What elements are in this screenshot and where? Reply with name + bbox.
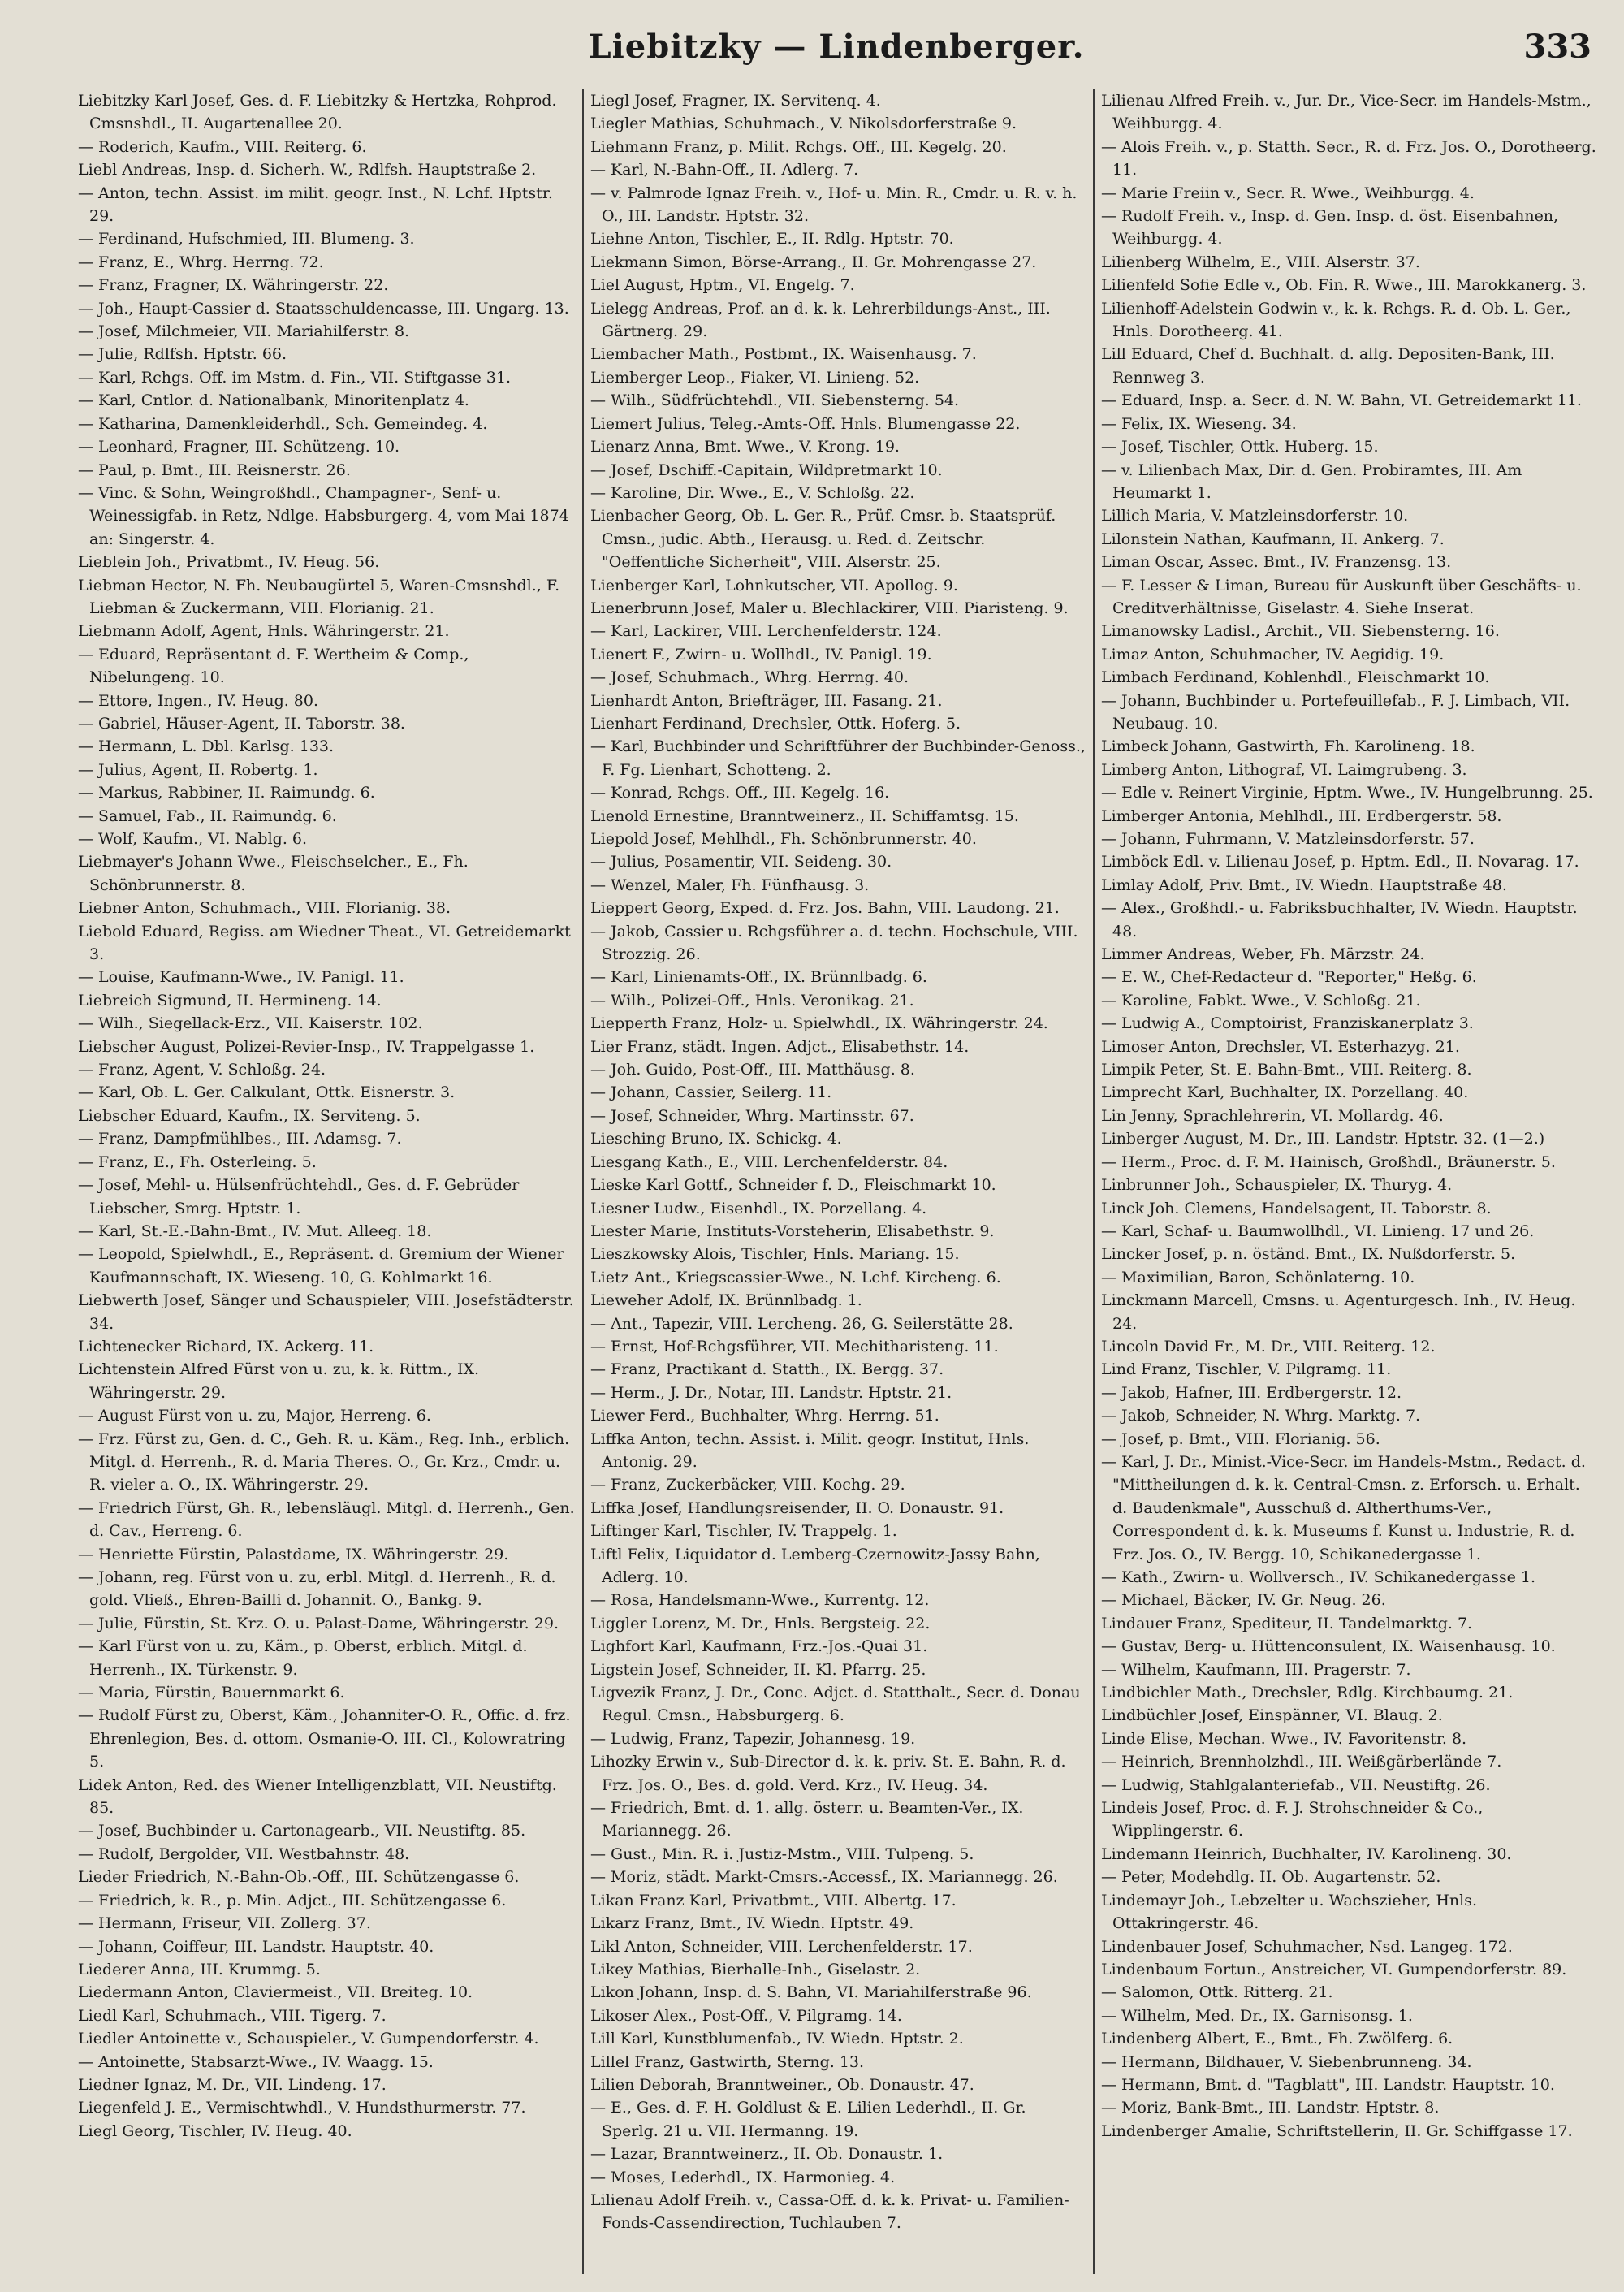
directory-entry: — Franz, Dampfmühlbes., III. Adamsg. 7.	[78, 1130, 402, 1148]
directory-entry: — Maximilian, Baron, Schönlaterng. 10.	[1101, 1268, 1415, 1287]
directory-entry: Lienbacher Georg, Ob. L. Ger. R., Prüf. Cmsr. b. Staatsprüf. Cmsn., judic. Abth., Herausg. u. Red. d. Zeitschr. "Oeffentliche Sicherheit", VIII. Alserstr. 25.	[590, 507, 1056, 572]
directory-entry: Liebscher Eduard, Kaufm., IX. Serviteng. 5.	[78, 1106, 421, 1125]
directory-entry: — Josef, Milchmeier, VII. Mariahilferstr. 8.	[78, 322, 410, 341]
directory-entry: — Eduard, Insp. a. Secr. d. N. W. Bahn, VI. Getreidemarkt 11.	[1101, 391, 1582, 410]
directory-entry: Liel August, Hptm., VI. Engelg. 7.	[590, 276, 855, 295]
directory-entry: — Wolf, Kaufm., VI. Nablg. 6.	[78, 830, 308, 848]
directory-entry: — Karl, Rchgs. Off. im Mstm. d. Fin., VII. Stiftgasse 31.	[78, 368, 512, 387]
column-3	[1093, 89, 1604, 2274]
directory-entry: — Franz, Practikant d. Statth., IX. Bergg. 37.	[590, 1360, 944, 1379]
directory-entry: — Michael, Bäcker, IV. Gr. Neug. 26.	[1101, 1591, 1386, 1610]
directory-entry: Lienberger Karl, Lohnkutscher, VII. Apollog. 9.	[590, 576, 958, 595]
directory-entry: Lilien Deborah, Branntweiner., Ob. Donaustr. 47.	[590, 2075, 974, 2094]
directory-entry: — Herm., J. Dr., Notar, III. Landstr. Hptstr. 21.	[590, 1383, 952, 1402]
directory-entry: Liester Marie, Instituts-Vorsteherin, Elisabethstr. 9.	[590, 1222, 995, 1240]
directory-entry: Liffka Josef, Handlungsreisender, II. O. Donaustr. 91.	[590, 1498, 1004, 1517]
directory-entry: Limberg Anton, Lithograf, VI. Laimgrubeng. 3.	[1101, 760, 1467, 779]
directory-entry: — Rudolf Freih. v., Insp. d. Gen. Insp. d. öst. Eisenbahnen, Weihburgg. 4.	[1101, 207, 1559, 249]
directory-entry: Lielegg Andreas, Prof. an d. k. k. Lehrerbildungs-Anst., III. Gärtnerg. 29.	[590, 299, 1051, 341]
directory-entry: Liebman Hector, N. Fh. Neubaugürtel 5, Waren-Cmsnshdl., F. Liebman & Zuckermann, VIII. Florianig. 21.	[78, 576, 560, 617]
directory-entry: — Josef, Tischler, Ottk. Huberg. 15.	[1101, 438, 1379, 456]
directory-entry: — Frz. Fürst zu, Gen. d. C., Geh. R. u. Käm., Reg. Inh., erblich. Mitgl. d. Herrenh., R. d. Maria Theres. O., Gr. Krz., Cmdr. u. R. vieler a. O., IX. Währingerstr. 29.	[78, 1429, 570, 1494]
directory-entry: Liesching Bruno, IX. Schickg. 4.	[590, 1130, 842, 1148]
directory-entry: — Karl, Linienamts-Off., IX. Brünnlbadg. 6.	[590, 968, 927, 987]
directory-entry: — Johann, reg. Fürst von u. zu, erbl. Mitgl. d. Herrenh., R. d. gold. Vließ., Ehren-Bailli d. Johannit. O., Bankg. 9.	[78, 1568, 556, 1610]
directory-entry: — Rudolf Fürst zu, Oberst, Käm., Johanniter-O. R., Offic. d. frz. Ehrenlegion, Bes. d. ottom. Osmanie-O. III. Cl., Kolowratring 5.	[78, 1706, 571, 1771]
directory-entry: — Felix, IX. Wieseng. 34.	[1101, 414, 1297, 433]
directory-entry: — Ludwig, Stahlgalanteriefab., VII. Neustiftg. 26.	[1101, 1775, 1491, 1794]
directory-entry: Lienold Ernestine, Branntweinerz., II. Schiffamtsg. 15.	[590, 807, 1019, 825]
directory-entry: Lilienau Alfred Freih. v., Jur. Dr., Vice-Secr. im Handels-Mstm., Weihburgg. 4.	[1101, 92, 1592, 133]
directory-entry: — Franz, E., Whrg. Herrng. 72.	[78, 253, 324, 271]
directory-entry: — Friedrich Fürst, Gh. R., lebensläugl. Mitgl. d. Herrenh., Gen. d. Cav., Herreng. 6.	[78, 1498, 575, 1541]
directory-entry: Liebscher August, Polizei-Revier-Insp., IV. Trappelgasse 1.	[78, 1037, 535, 1056]
directory-entry: Liemberger Leop., Fiaker, VI. Linieng. 52.	[590, 368, 920, 387]
directory-entry: — Johann, Buchbinder u. Portefeuillefab., F. J. Limbach, VII. Neubaug. 10.	[1101, 691, 1570, 733]
directory-entry: — Wilh., Polizei-Off., Hnls. Veronikag. 21.	[590, 991, 914, 1010]
directory-entry: Liewer Ferd., Buchhalter, Whrg. Herrng. 51.	[590, 1407, 939, 1425]
directory-entry: — Herm., Proc. d. F. M. Hainisch, Großhdl., Bräunerstr. 5.	[1101, 1152, 1556, 1171]
directory-entry: — v. Palmrode Ignaz Freih. v., Hof- u. Min. R., Cmdr. u. R. v. h. O., III. Landstr. Hptstr. 32.	[590, 184, 1078, 226]
directory-entry: — Karl, Buchbinder und Schriftführer der Buchbinder-Genoss., F. Fg. Lienhart, Schotteng. 2.	[590, 737, 1086, 779]
directory-entry: Lilienberg Wilhelm, E., VIII. Alserstr. 37.	[1101, 253, 1420, 271]
directory-entry: Lienhardt Anton, Briefträger, III. Fasang. 21.	[590, 691, 943, 710]
directory-entry: — Hermann, Bildhauer, V. Siebenbrunneng. 34.	[1101, 2052, 1472, 2071]
directory-entry: Liegenfeld J. E., Vermischtwhdl., V. Hundsthurmerstr. 77.	[78, 2099, 526, 2117]
directory-entry: — E., Ges. d. F. H. Goldlust & E. Lilien Lederhdl., II. Gr. Sperlg. 21 u. VII. Hermanng. 19.	[590, 2099, 1026, 2140]
directory-entry: Liffka Anton, techn. Assist. i. Milit. geogr. Institut, Hnls. Antonig. 29.	[590, 1429, 1030, 1471]
directory-entry: — Hermann, Bmt. d. "Tagblatt", III. Landstr. Hauptstr. 10.	[1101, 2075, 1555, 2094]
directory-entry: — Josef, Dschiff.-Capitain, Wildpretmarkt 10.	[590, 461, 943, 479]
directory-entry: — Konrad, Rchgs. Off., III. Kegelg. 16.	[590, 784, 890, 802]
directory-entry: Liebl Andreas, Insp. d. Sicherh. W., Rdlfsh. Hauptstraße 2.	[78, 161, 537, 179]
directory-entry: — Friedrich, k. R., p. Min. Adjct., III. Schützengasse 6.	[78, 1891, 507, 1909]
directory-entry: Lieblein Joh., Privatbmt., IV. Heug. 56.	[78, 553, 380, 572]
directory-entry: — Friedrich, Bmt. d. 1. allg. österr. u. Beamten-Ver., IX. Mariannegg. 26.	[590, 1799, 1024, 1840]
directory-entry: Lidek Anton, Red. des Wiener Intelligenzblatt, VII. Neustiftg. 85.	[78, 1775, 557, 1818]
directory-entry: — Antoinette, Stabsarzt-Wwe., IV. Waagg. 15.	[78, 2052, 434, 2071]
directory-entry: — Katharina, Damenkleiderhdl., Sch. Gemeindeg. 4.	[78, 414, 488, 433]
directory-entry: Limböck Edl. v. Lilienau Josef, p. Hptm. Edl., II. Novarag. 17.	[1101, 853, 1579, 871]
directory-entry: — F. Lesser & Liman, Bureau für Auskunft über Geschäfts- u. Creditverhältnisse, Giselastr. 4. Siehe Inserat.	[1101, 576, 1582, 617]
directory-entry: — Karoline, Dir. Wwe., E., V. Schloßg. 22.	[590, 483, 915, 502]
directory-entry: — Franz, Fragner, IX. Währingerstr. 22.	[78, 276, 389, 295]
directory-entry: — Joh. Guido, Post-Off., III. Matthäusg. 8.	[590, 1061, 915, 1079]
directory-entry: — Karl Fürst von u. zu, Käm., p. Oberst, erblich. Mitgl. d. Herrenh., IX. Türkenstr. 9.	[78, 1637, 528, 1679]
directory-entry: Liekmann Simon, Börse-Arrang., II. Gr. Mohrengasse 27.	[590, 253, 1037, 271]
directory-entry: — Gabriel, Häuser-Agent, II. Taborstr. 38.	[78, 714, 405, 733]
directory-entry: Limbeck Johann, Gastwirth, Fh. Karolineng. 18.	[1101, 737, 1475, 756]
directory-entry: Lieszkowsky Alois, Tischler, Hnls. Mariang. 15.	[590, 1245, 960, 1264]
directory-entry: — Julie, Rdlfsh. Hptstr. 66.	[78, 345, 287, 364]
directory-entry: — Rosa, Handelsmann-Wwe., Kurrentg. 12.	[590, 1591, 930, 1610]
directory-entry: — Franz, Zuckerbäcker, VIII. Kochg. 29.	[590, 1476, 905, 1494]
directory-entry: Liembacher Math., Postbmt., IX. Waisenhausg. 7.	[590, 345, 977, 364]
directory-entry: — Maria, Fürstin, Bauernmarkt 6.	[78, 1684, 345, 1702]
directory-entry: — Josef, Schuhmach., Whrg. Herrng. 40.	[590, 668, 909, 687]
directory-entry: — Gustav, Berg- u. Hüttenconsulent, IX. Waisenhausg. 10.	[1101, 1637, 1556, 1656]
directory-entry: Likon Johann, Insp. d. S. Bahn, VI. Mariahilferstraße 96.	[590, 1983, 1032, 2002]
directory-entry: Lier Franz, städt. Ingen. Adjct., Elisabethstr. 14.	[590, 1037, 970, 1056]
directory-entry: — Louise, Kaufmann-Wwe., IV. Panigl. 11.	[78, 968, 404, 987]
directory-entry: — Karl, Cntlor. d. Nationalbank, Minoritenplatz 4.	[78, 391, 469, 410]
directory-entry: Lindenberg Albert, E., Bmt., Fh. Zwölferg. 6.	[1101, 2030, 1453, 2048]
directory-entry: Liebner Anton, Schuhmach., VIII. Florianig. 38.	[78, 899, 451, 918]
directory-entry: Lilonstein Nathan, Kaufmann, II. Ankerg. 7.	[1101, 530, 1445, 548]
directory-entry: — Vinc. & Sohn, Weingroßhdl., Champagner-, Senf- u. Weinessigfab. in Retz, Ndlge. Habsburgerg. 4, vom Mai 1874 an: Singerstr. 4.	[78, 483, 569, 548]
directory-entry: Lindeis Josef, Proc. d. F. J. Strohschneider & Co., Wipplingerstr. 6.	[1101, 1799, 1484, 1840]
directory-entry: Liftinger Karl, Tischler, IV. Trappelg. 1.	[590, 1522, 897, 1541]
column-2	[582, 89, 1093, 2274]
directory-entry: Liedler Antoinette v., Schauspieler., V. Gumpendorferstr. 4.	[78, 2030, 539, 2048]
directory-entry: — Karl, N.-Bahn-Off., II. Adlerg. 7.	[590, 161, 859, 179]
directory-entry: Lincoln David Fr., M. Dr., VIII. Reiterg. 12.	[1101, 1337, 1436, 1356]
directory-entry: — Samuel, Fab., II. Raimundg. 6.	[78, 807, 337, 825]
directory-entry: Lihozky Erwin v., Sub-Director d. k. k. priv. St. E. Bahn, R. d. Frz. Jos. O., Bes. d. gold. Verd. Krz., IV. Heug. 34.	[590, 1753, 1066, 1794]
page-header	[65, 23, 1608, 80]
directory-entry: — Karoline, Fabkt. Wwe., V. Schloßg. 21.	[1101, 991, 1421, 1010]
directory-entry: — Eduard, Repräsentant d. F. Wertheim & Comp., Nibelungeng. 10.	[78, 645, 469, 687]
directory-entry: — Johann, Fuhrmann, V. Matzleinsdorferstr. 57.	[1101, 830, 1475, 848]
directory-entry: Ligstein Josef, Schneider, II. Kl. Pfarrg. 25.	[590, 1660, 926, 1679]
directory-entry: Liggler Lorenz, M. Dr., Hnls. Bergsteig. 22.	[590, 1614, 931, 1633]
directory-entry: — Salomon, Ottk. Ritterg. 21.	[1101, 1983, 1333, 2002]
directory-entry: Liedner Ignaz, M. Dr., VII. Lindeng. 17.	[78, 2075, 387, 2094]
directory-entry: — Hermann, L. Dbl. Karlsg. 133.	[78, 737, 335, 756]
directory-entry: — Jakob, Schneider, N. Whrg. Marktg. 7.	[1101, 1407, 1421, 1425]
directory-entry: — Roderich, Kaufm., VIII. Reiterg. 6.	[78, 137, 367, 156]
directory-entry: — Joh., Haupt-Cassier d. Staatsschuldencasse, III. Ungarg. 13.	[78, 299, 569, 318]
directory-entry: Liesner Ludw., Eisenhdl., IX. Porzellang. 4.	[590, 1199, 927, 1217]
directory-entry: — Marie Freiin v., Secr. R. Wwe., Weihburgg. 4.	[1101, 184, 1475, 202]
directory-entry: — Josef, p. Bmt., VIII. Florianig. 56.	[1101, 1429, 1380, 1448]
directory-entry: Lilienhoff-Adelstein Godwin v., k. k. Rchgs. R. d. Ob. L. Ger., Hnls. Dorotheerg. 41.	[1101, 299, 1571, 341]
directory-entry: — Alois Freih. v., p. Statth. Secr., R. d. Frz. Jos. O., Dorotheerg. 11.	[1101, 137, 1596, 179]
directory-entry: Lill Eduard, Chef d. Buchhalt. d. allg. Depositen-Bank, III. Rennweg 3.	[1101, 345, 1555, 387]
directory-entry: — Karl, St.-E.-Bahn-Bmt., IV. Mut. Alleeg. 18.	[78, 1222, 432, 1240]
directory-entry: Lieppert Georg, Exped. d. Frz. Jos. Bahn, VIII. Laudong. 21.	[590, 899, 1060, 918]
directory-entry: Likoser Alex., Post-Off., V. Pilgramg. 14.	[590, 2006, 902, 2025]
directory-entry: Likan Franz Karl, Privatbmt., VIII. Albertg. 17.	[590, 1891, 957, 1909]
directory-entry: Linde Elise, Mechan. Wwe., IV. Favoritenstr. 8.	[1101, 1729, 1467, 1748]
directory-entry: Ligvezik Franz, J. Dr., Conc. Adjct. d. Statthalt., Secr. d. Donau Regul. Cmsn., Habsburgerg. 6.	[590, 1684, 1081, 1725]
directory-entry: Lieske Karl Gottf., Schneider f. D., Fleischmarkt 10.	[590, 1176, 996, 1195]
directory-entry: Lindbüchler Josef, Einspänner, VI. Blaug. 2.	[1101, 1706, 1443, 1725]
running-head: Liebitzky — Lindenberger.	[588, 28, 1085, 66]
directory-entry: Lienerbrunn Josef, Maler u. Blechlackirer, VIII. Piaristeng. 9.	[590, 599, 1069, 617]
directory-entry: — Wilh., Siegellack-Erz., VII. Kaiserstr. 102.	[78, 1014, 423, 1033]
directory-entry: Linck Joh. Clemens, Handelsagent, II. Taborstr. 8.	[1101, 1199, 1492, 1217]
directory-entry: Lindenbaum Fortun., Anstreicher, VI. Gumpendorferstr. 89.	[1101, 1960, 1567, 1978]
directory-entry: Liegl Georg, Tischler, IV. Heug. 40.	[78, 2121, 352, 2140]
directory-entry: — Gust., Min. R. i. Justiz-Mstm., VIII. Tulpeng. 5.	[590, 1844, 974, 1863]
directory-entry: — Karl, Schaf- u. Baumwollhdl., VI. Linieng. 17 und 26.	[1101, 1222, 1535, 1240]
directory-entry: — Julius, Agent, II. Robertg. 1.	[78, 760, 318, 779]
directory-entry: Liebmann Adolf, Agent, Hnls. Währingerstr. 21.	[78, 622, 450, 641]
directory-entry: — Edle v. Reinert Virginie, Hptm. Wwe., IV. Hungelbrunng. 25.	[1101, 784, 1593, 802]
directory-entry: Liehmann Franz, p. Milit. Rchgs. Off., III. Kegelg. 20.	[590, 137, 1007, 156]
directory-entry: Lichtenstein Alfred Fürst von u. zu, k. k. Rittm., IX. Währingerstr. 29.	[78, 1360, 480, 1402]
directory-entry: — Moriz, städt. Markt-Cmsrs.-Accessf., IX. Mariannegg. 26.	[590, 1868, 1058, 1887]
directory-entry: Lieweher Adolf, IX. Brünnlbadg. 1.	[590, 1291, 862, 1310]
directory-entry: Liemert Julius, Teleg.-Amts-Off. Hnls. Blumengasse 22.	[590, 414, 1021, 433]
directory-entry: Linckmann Marcell, Cmsns. u. Agenturgesch. Inh., IV. Heug. 24.	[1101, 1291, 1576, 1333]
directory-entry: Lindauer Franz, Spediteur, II. Tandelmarktg. 7.	[1101, 1614, 1473, 1633]
directory-entry: — Wilhelm, Med. Dr., IX. Garnisonsg. 1.	[1101, 2006, 1413, 2025]
directory-entry: — Ernst, Hof-Rchgsführer, VII. Mechitharisteng. 11.	[590, 1337, 999, 1356]
directory-entry: — Anton, techn. Assist. im milit. geogr. Inst., N. Lchf. Hptstr. 29.	[78, 184, 553, 226]
directory-entry: — Wilhelm, Kaufmann, III. Pragerstr. 7.	[1101, 1660, 1411, 1679]
directory-columns	[71, 89, 1605, 2274]
directory-entry: Liesgang Kath., E., VIII. Lerchenfelderstr. 84.	[590, 1152, 948, 1171]
directory-entry: — Josef, Schneider, Whrg. Martinsstr. 67.	[590, 1106, 914, 1125]
directory-entry: — Karl, Ob. L. Ger. Calkulant, Ottk. Eisnerstr. 3.	[78, 1083, 456, 1102]
directory-entry: Liehne Anton, Tischler, E., II. Rdlg. Hptstr. 70.	[590, 230, 954, 249]
directory-entry: — Hermann, Friseur, VII. Zollerg. 37.	[78, 1914, 371, 1933]
directory-entry: Liebold Eduard, Regiss. am Wiedner Theat., VI. Getreidemarkt 3.	[78, 922, 571, 964]
directory-entry: Limprecht Karl, Buchhalter, IX. Porzellang. 40.	[1101, 1083, 1469, 1102]
directory-entry: — Henriette Fürstin, Palastdame, IX. Währingerstr. 29.	[78, 1545, 509, 1563]
directory-entry: Lillel Franz, Gastwirth, Sterng. 13.	[590, 2052, 865, 2071]
directory-entry: Lilienau Adolf Freih. v., Cassa-Off. d. k. k. Privat- u. Familien-Fonds-Cassendirection, Tuchlauben 7.	[590, 2190, 1069, 2233]
directory-entry: Liederer Anna, III. Krummg. 5.	[78, 1960, 321, 1978]
directory-entry: Linberger August, M. Dr., III. Landstr. Hptstr. 32. (1—2.)	[1101, 1130, 1545, 1148]
directory-entry: Liepold Josef, Mehlhdl., Fh. Schönbrunnerstr. 40.	[590, 830, 977, 848]
directory-entry: Lind Franz, Tischler, V. Pilgramg. 11.	[1101, 1360, 1392, 1379]
directory-entry: — Karl, Lackirer, VIII. Lerchenfelderstr. 124.	[590, 622, 942, 641]
directory-entry: Liedl Karl, Schuhmach., VIII. Tigerg. 7.	[78, 2006, 387, 2025]
directory-entry: — Lazar, Branntweinerz., II. Ob. Donaustr. 1.	[590, 2145, 944, 2164]
directory-entry: — August Fürst von u. zu, Major, Herreng. 6.	[78, 1407, 431, 1425]
directory-entry: Likarz Franz, Bmt., IV. Wiedn. Hptstr. 49.	[590, 1914, 914, 1933]
directory-entry: — Franz, E., Fh. Osterleing. 5.	[78, 1152, 317, 1171]
directory-entry: — E. W., Chef-Redacteur d. "Reporter," Heßg. 6.	[1101, 968, 1477, 987]
directory-entry: Limmer Andreas, Weber, Fh. Märzstr. 24.	[1101, 945, 1425, 964]
page-number: 333	[1523, 28, 1592, 66]
directory-entry: Lieder Friedrich, N.-Bahn-Ob.-Off., III. Schützengasse 6.	[78, 1868, 520, 1887]
directory-entry: Lillich Maria, V. Matzleinsdorferstr. 10.	[1101, 507, 1409, 525]
directory-entry: Lindenbauer Josef, Schuhmacher, Nsd. Langeg. 172.	[1101, 1937, 1513, 1956]
directory-entry: — Leopold, Spielwhdl., E., Repräsent. d. Gremium der Wiener Kaufmannschaft, IX. Wieseng. 10, G. Kohlmarkt 16.	[78, 1245, 564, 1287]
column-1	[71, 89, 582, 2274]
directory-entry: Liegl Josef, Fragner, IX. Servitenq. 4.	[590, 92, 881, 110]
directory-entry: Lienarz Anna, Bmt. Wwe., V. Krong. 19.	[590, 438, 900, 456]
directory-entry: — Karl, J. Dr., Minist.-Vice-Secr. im Handels-Mstm., Redact. d. "Mittheilungen d. k. k. Central-Cmsn. z. Erforsch. u. Erhalt. d. Baudenkmale", Ausschuß d. Altherthums-Ver., Correspondent d. k. k. Museums f. Kunst u. Industrie, R. d. Frz. Jos. O., IV. Bergg. 10, Schikanedergasse 1.	[1101, 1452, 1586, 1563]
directory-entry: — Johann, Coiffeur, III. Landstr. Hauptstr. 40.	[78, 1937, 434, 1956]
directory-entry: — Wenzel, Maler, Fh. Fünfhausg. 3.	[590, 876, 870, 894]
directory-entry: — Ludwig A., Comptoirist, Franziskanerplatz 3.	[1101, 1014, 1474, 1033]
directory-entry: Likl Anton, Schneider, VIII. Lerchenfelderstr. 17.	[590, 1937, 973, 1956]
directory-entry: Limberger Antonia, Mehlhdl., III. Erdbergerstr. 58.	[1101, 807, 1502, 825]
directory-entry: — Julie, Fürstin, St. Krz. O. u. Palast-Dame, Währingerstr. 29.	[78, 1614, 559, 1633]
directory-entry: Liebwerth Josef, Sänger und Schauspieler, VIII. Josefstädterstr. 34.	[78, 1291, 574, 1333]
directory-entry: Limaz Anton, Schuhmacher, IV. Aegidig. 19.	[1101, 645, 1445, 664]
directory-entry: Likey Mathias, Bierhalle-Inh., Giselastr. 2.	[590, 1960, 921, 1978]
directory-entry: — Moses, Lederhdl., IX. Harmonieg. 4.	[590, 2168, 896, 2186]
directory-entry: Lietz Ant., Kriegscassier-Wwe., N. Lchf. Kircheng. 6.	[590, 1268, 1001, 1287]
directory-entry: Liebmayer's Johann Wwe., Fleischselcher., E., Fh. Schönbrunnerstr. 8.	[78, 853, 469, 894]
directory-entry: — Rudolf, Bergolder, VII. Westbahnstr. 48.	[78, 1844, 410, 1863]
directory-entry: Liman Oscar, Assec. Bmt., IV. Franzensg. 13.	[1101, 553, 1452, 572]
directory-entry: — Julius, Posamentir, VII. Seideng. 30.	[590, 853, 892, 871]
directory-entry: — Ferdinand, Hufschmied, III. Blumeng. 3.	[78, 230, 415, 249]
directory-entry: Lienhart Ferdinand, Drechsler, Ottk. Hoferg. 5.	[590, 714, 961, 733]
directory-entry: Limanowsky Ladisl., Archit., VII. Siebensterng. 16.	[1101, 622, 1500, 641]
directory-entry: Liedermann Anton, Claviermeist., VII. Breiteg. 10.	[78, 1983, 473, 2002]
directory-entry: Linbrunner Joh., Schauspieler, IX. Thuryg. 4.	[1101, 1176, 1453, 1195]
directory-entry: Liftl Felix, Liquidator d. Lemberg-Czernowitz-Jassy Bahn, Adlerg. 10.	[590, 1545, 1040, 1586]
directory-entry: Lilienfeld Sofie Edle v., Ob. Fin. R. Wwe., III. Marokkanerg. 3.	[1101, 276, 1587, 295]
directory-entry: Lindbichler Math., Drechsler, Rdlg. Kirchbaumg. 21.	[1101, 1684, 1514, 1702]
directory-entry: — Franz, Agent, V. Schloßg. 24.	[78, 1061, 326, 1079]
directory-entry: — Alex., Großhdl.- u. Fabriksbuchhalter, IV. Wiedn. Hauptstr. 48.	[1101, 899, 1578, 941]
directory-entry: — Peter, Modehdlg. II. Ob. Augartenstr. 52.	[1101, 1868, 1441, 1887]
directory-entry: — Leonhard, Fragner, III. Schützeng. 10.	[78, 438, 400, 456]
directory-entry: Lighfort Karl, Kaufmann, Frz.-Jos.-Quai 31.	[590, 1637, 928, 1656]
directory-entry: — Kath., Zwirn- u. Wollversch., IV. Schikanedergasse 1.	[1101, 1568, 1535, 1586]
directory-entry: Liebreich Sigmund, II. Hermineng. 14.	[78, 991, 382, 1010]
directory-entry: Lincker Josef, p. n. öständ. Bmt., IX. Nußdorferstr. 5.	[1101, 1245, 1516, 1264]
directory-entry: Lindemayr Joh., Lebzelter u. Wachszieher, Hnls. Ottakringerstr. 46.	[1101, 1891, 1478, 1933]
directory-entry: — Paul, p. Bmt., III. Reisnerstr. 26.	[78, 461, 351, 479]
directory-entry: Liegler Mathias, Schuhmach., V. Nikolsdorferstraße 9.	[590, 115, 1017, 133]
directory-entry: — Wilh., Südfrüchtehdl., VII. Siebensterng. 54.	[590, 391, 960, 410]
directory-entry: — Markus, Rabbiner, II. Raimundg. 6.	[78, 784, 375, 802]
directory-entry: — Jakob, Hafner, III. Erdbergerstr. 12.	[1101, 1383, 1402, 1402]
directory-entry: Liepperth Franz, Holz- u. Spielwhdl., IX. Währingerstr. 24.	[590, 1014, 1048, 1033]
directory-entry: — Josef, Mehl- u. Hülsenfrüchtehdl., Ges. d. F. Gebrüder Liebscher, Smrg. Hptstr. 1.	[78, 1176, 520, 1217]
directory-entry: Lin Jenny, Sprachlehrerin, VI. Mollardg. 46.	[1101, 1106, 1444, 1125]
directory-entry: — v. Lilienbach Max, Dir. d. Gen. Probiramtes, III. Am Heumarkt 1.	[1101, 461, 1522, 502]
directory-entry: — Jakob, Cassier u. Rchgsführer a. d. techn. Hochschule, VIII. Strozzig. 26.	[590, 922, 1078, 964]
directory-entry: — Moriz, Bank-Bmt., III. Landstr. Hptstr. 8.	[1101, 2099, 1440, 2117]
directory-entry: Lindemann Heinrich, Buchhalter, IV. Karolineng. 30.	[1101, 1844, 1512, 1863]
directory-entry: Liebitzky Karl Josef, Ges. d. F. Liebitzky & Hertzka, Rohprod. Cmsnshdl., II. Augartenallee 20.	[78, 92, 557, 133]
directory-entry: — Josef, Buchbinder u. Cartonagearb., VII. Neustiftg. 85.	[78, 1822, 526, 1840]
directory-entry: Lienert F., Zwirn- u. Wollhdl., IV. Panigl. 19.	[590, 645, 932, 664]
directory-entry: Lindenberger Amalie, Schriftstellerin, II. Gr. Schiffgasse 17.	[1101, 2121, 1573, 2140]
directory-entry: — Johann, Cassier, Seilerg. 11.	[590, 1083, 832, 1102]
directory-entry: Limlay Adolf, Priv. Bmt., IV. Wiedn. Hauptstraße 48.	[1101, 876, 1507, 894]
directory-entry: Limpik Peter, St. E. Bahn-Bmt., VIII. Reiterg. 8.	[1101, 1061, 1472, 1079]
directory-entry: Lill Karl, Kunstblumenfab., IV. Wiedn. Hptstr. 2.	[590, 2030, 964, 2048]
directory-entry: — Ant., Tapezir, VIII. Lercheng. 26, G. Seilerstätte 28.	[590, 1314, 1013, 1333]
directory-entry: Lichtenecker Richard, IX. Ackerg. 11.	[78, 1337, 374, 1356]
directory-entry: — Heinrich, Brennholzhdl., III. Weißgärberlände 7.	[1101, 1753, 1502, 1771]
directory-entry: Limoser Anton, Drechsler, VI. Esterhazyg. 21.	[1101, 1037, 1460, 1056]
directory-entry: — Ettore, Ingen., IV. Heug. 80.	[78, 691, 319, 710]
directory-entry: Limbach Ferdinand, Kohlenhdl., Fleischmarkt 10.	[1101, 668, 1490, 687]
directory-entry: — Ludwig, Franz, Tapezir, Johannesg. 19.	[590, 1729, 916, 1748]
